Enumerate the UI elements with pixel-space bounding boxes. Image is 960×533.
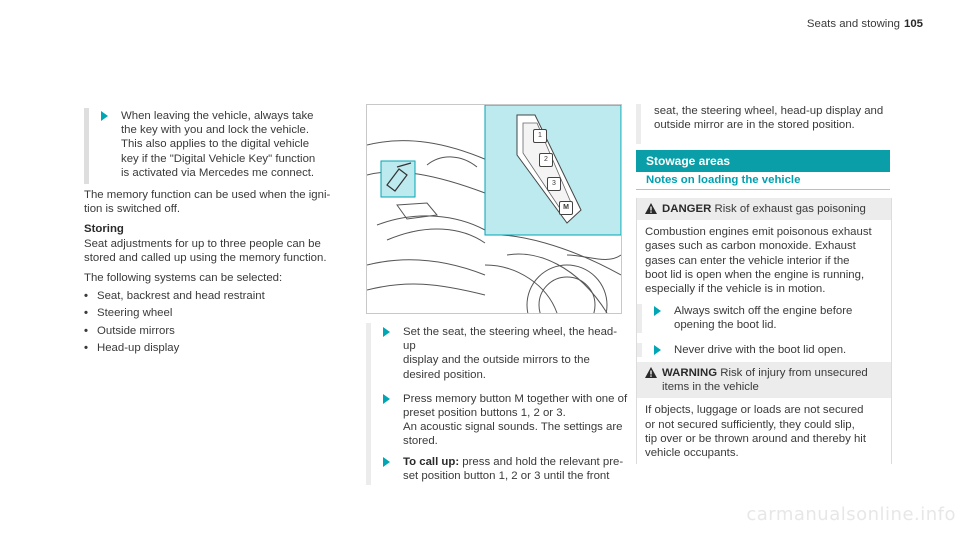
step-text: An acoustic signal sounds. The settings are [403,421,623,434]
danger-header [637,198,891,220]
danger-step-1 [637,304,883,332]
danger-step-2 [637,343,883,357]
danger-title: Risk of exhaust gas poisoning [714,203,866,215]
left-note [84,108,353,184]
step-text: Always switch off the engine before [674,305,853,318]
warning-line: or not secured sufficiently, they could slip, [645,418,855,431]
danger-label: DANGER [662,203,712,215]
storing-text: stored and called up using the memory function. [84,251,327,264]
memory-text: tion is switched off. [84,203,181,216]
step-arrow-icon [101,111,108,121]
warning-title: items in the vehicle [662,381,759,394]
note-line: This also applies to the digital vehicle [121,138,310,151]
danger-line: Combustion engines emit poisonous exhaust [645,226,872,239]
note-line: the key with you and lock the vehicle. [121,124,310,137]
step-text: Set the seat, the steering wheel, the head-up [403,326,618,353]
danger-line: gases such as carbon monoxide. Exhaust [645,240,856,253]
warning-body [637,398,891,464]
warning-header [637,362,891,398]
continued-line: seat, the steering wheel, head-up display and [654,105,884,117]
section-band: Stowage areas [636,150,890,172]
subheading: Notes on loading the vehicle [636,174,890,190]
list-item: • Seat, backrest and head restraint [84,290,265,303]
danger-body [637,220,891,363]
note-line: is activated via Mercedes me connect. [121,166,315,179]
warning-line: If objects, luggage or loads are not secured [645,404,864,417]
continued-line: outside mirror are in the stored position. [654,119,855,132]
memory-button-m: M [559,201,573,215]
storing-text: Seat adjustments for up to three people can be [84,237,321,250]
memory-button-3: 3 [547,177,561,191]
warning-title: WARNING Risk of injury from unsecured [662,367,868,379]
step-3 [371,455,629,483]
list-item: • Steering wheel [84,307,173,320]
warning-triangle-icon [645,367,657,378]
step-2 [371,392,629,449]
step-text: opening the boot lid. [674,319,777,332]
list-item: • Head-up display [84,341,180,354]
step-text: display and the outside mirrors to the [403,354,590,367]
list-item: • Outside mirrors [84,324,175,337]
note-line: When leaving the vehicle, always take [121,110,314,122]
door-panel-illustration [367,105,621,313]
note-line: key if the "Digital Vehicle Key" function [121,152,316,165]
memory-button-2: 2 [539,153,553,167]
warning-box [636,362,892,464]
memory-button-1: 1 [533,129,547,143]
memory-text: The memory function can be used when the igni- [84,189,331,201]
page-number: 105 [904,18,924,30]
memory-button-figure [366,104,622,314]
danger-box [636,198,892,364]
step-text: preset position buttons 1, 2 or 3. [403,407,566,420]
continued-text [636,104,901,144]
step-arrow-icon [654,306,661,316]
danger-line: especially if the vehicle is in motion. [645,283,826,296]
danger-line: gases can enter the vehicle interior if the [645,254,850,267]
step-text: To call up: press and hold the relevant pre- [403,455,624,468]
step-text: Press memory button M together with one of [403,392,628,405]
section-title: Seats and stowing [806,18,900,30]
step-arrow-icon [383,394,390,404]
warning-triangle-icon [645,203,657,214]
note-step [89,109,353,180]
middle-steps [366,323,629,485]
step-arrow-icon [654,345,661,355]
warning-line: tip over or be thrown around and thereby hit [645,432,866,445]
step-text: set position button 1, 2 or 3 until the front [403,469,610,482]
step-arrow-icon [383,457,390,467]
step-text: stored. [403,435,438,448]
step-arrow-icon [383,327,390,337]
watermark: carmanualsonline.info [746,504,956,525]
danger-line: boot lid is open when the engine is running, [645,268,865,281]
systems-intro: The following systems can be selected: [84,272,283,285]
storing-heading: Storing [84,223,124,236]
left-body [84,188,354,358]
step-text: Never drive with the boot lid open. [674,343,847,356]
step-text: desired position. [403,368,486,381]
step-1 [371,325,629,382]
warning-line: vehicle occupants. [645,447,739,460]
